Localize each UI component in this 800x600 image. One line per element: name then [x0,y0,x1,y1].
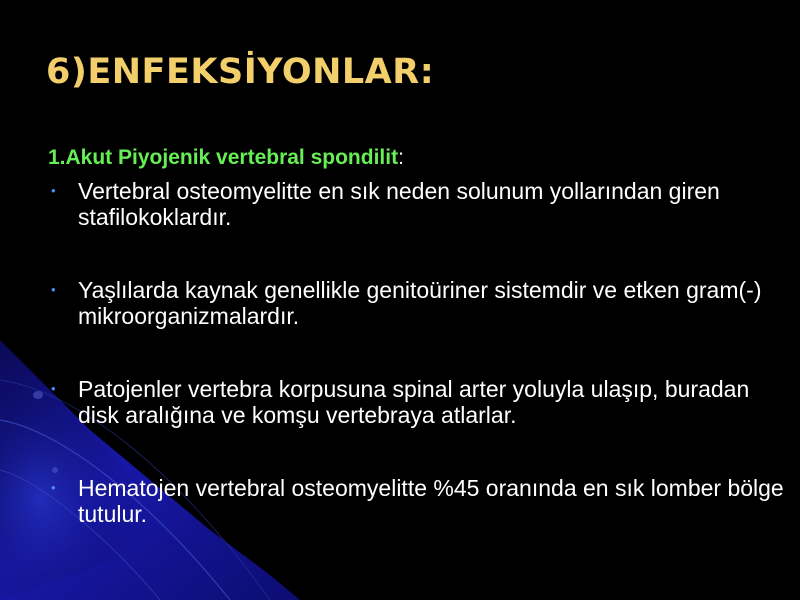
bullet-icon: • [51,381,56,396]
bullet-icon: • [51,183,56,198]
bullet-text: Yaşlılarda kaynak genellikle genitoüriner sistemdir ve etken gram(-) mikroorganizmalardır. [78,277,762,329]
bullet-icon: • [51,480,56,495]
bullet-item [46,178,786,230]
bullet-list [46,178,786,574]
bullet-text: Vertebral osteomyelitte en sık neden solunum yollarından giren stafilokoklardır. [78,178,720,230]
section-heading-colon: : [398,146,404,169]
bullet-icon: • [51,282,56,297]
bullet-item [46,376,786,428]
section-heading [48,146,404,170]
bullet-text: Hematojen vertebral osteomyelitte %45 oranında en sık lomber bölge tutulur. [78,475,784,527]
section-heading-text: 1.Akut Piyojenik vertebral spondilit [48,146,399,169]
bubble-shape [33,391,43,399]
slide-title: 6)ENFEKSİYONLAR: [46,52,435,92]
bullet-text: Patojenler vertebra korpusuna spinal arter yoluyla ulaşıp, buradan disk aralığına ve komşu vertebraya atlarlar. [78,376,750,428]
bullet-item [46,277,786,329]
bullet-item [46,475,786,527]
